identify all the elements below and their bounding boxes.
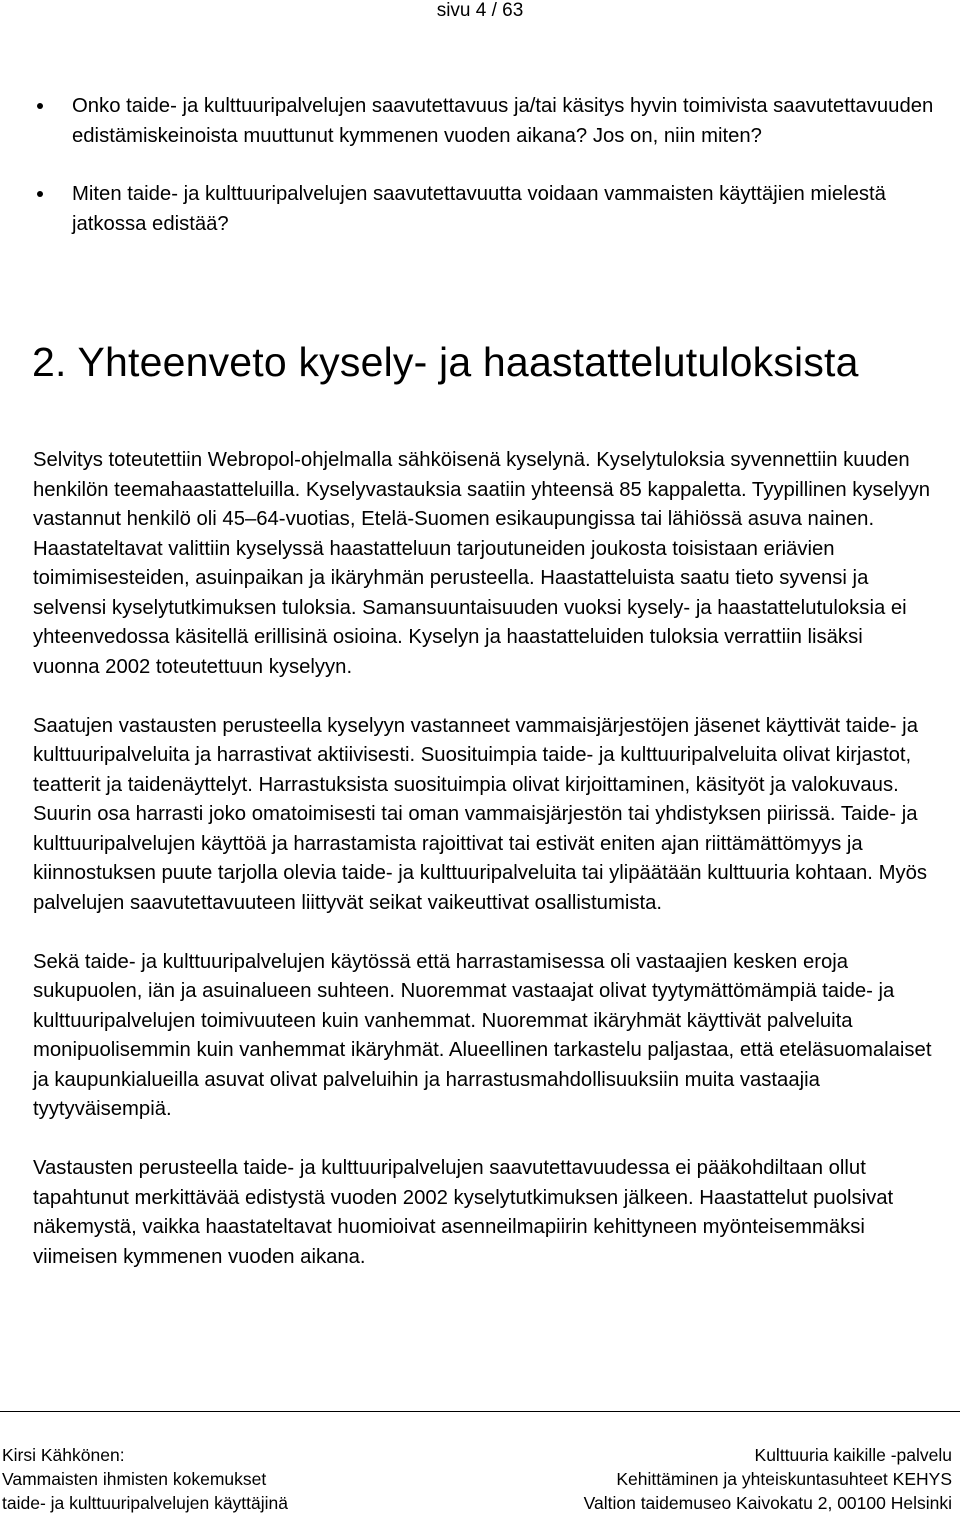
paragraph: Vastausten perusteella taide- ja kulttuuripalvelujen saavutettavuudessa ei pääkohdiltaan ollut tapahtunut merkittävää edistystä vuoden 2002 kyselytutkimuksen jälkeen. Haastattelut puolsivat näkemystä, vaikka haastateltavat huomioivat asenneilmapiirin kehittyneen myönteisemmäksi viimeisen kymmenen vuoden aikana. xyxy=(33,1157,894,1268)
list-item-text: Miten taide- ja kulttuuripalvelujen saavutettavuutta voidaan vammaisten käyttäjien mielestä jatkossa edistää? xyxy=(72,183,886,235)
footer-address: Valtion taidemuseo Kaivokatu 2, 00100 Helsinki xyxy=(583,1493,952,1513)
paragraph: Selvitys toteutettiin Webropol-ohjelmalla sähköisenä kyselynä. Kyselytuloksia syvennettiin kuuden henkilön teemahaastatteluilla. Kyselyvastauksia saatiin yhteensä 85 kappaletta. Tyypillinen kyselyyn vastannut henkilö oli 45–64-vuotias, Etelä-Suomen esikaupungissa tai lähiössä asuva nainen. Haastateltavat valittiin kyselyssä haastatteluun tarjoutuneiden joukosta toisistaan eriävien toimimisesteiden, asuinpaikan ja ikäryhmän perusteella. Haastatteluista saatu tieto syvensi ja selvensi kyselytutkimuksen tuloksia. Samansuuntaisuuden vuoksi kysely- ja haastattelutuloksia ei yhteenvedossa käsitellä erillisinä osioina. Kyselyn ja haastatteluiden tuloksia verrattiin lisäksi vuonna 2002 toteutettuun kyselyyn. xyxy=(33,449,931,678)
list-item xyxy=(34,92,934,151)
footer-author: Kirsi Kähkönen: xyxy=(2,1445,125,1465)
paragraph: Sekä taide- ja kulttuuripalvelujen käytössä että harrastamisessa oli vastaajien kesken eroja sukupuolen, iän ja asuinalueen suhteen. Nuoremmat vastaajat olivat tyytymättömämpiä taide- ja kulttuuripalvelujen toimivuuteen kuin vanhemmat. Nuoremmat ikäryhmät käyttivät palveluita monipuolisemmin kuin vanhemmat ikäryhmät. Alueellinen tarkastelu paljastaa, että eteläsuomalaiset ja kaupunkialueilla asuvat olivat palveluihin ja harrastusmahdollisuuksiin muita vastaajia tyytyväisempiä. xyxy=(33,950,932,1120)
section-heading: 2. Yhteenveto kysely- ja haastattelutuloksista xyxy=(32,339,859,385)
list-item-text: Onko taide- ja kulttuuripalvelujen saavutettavuus ja/tai käsitys hyvin toimivista saavutettavuuden edistämiskeinoista muuttunut kymmenen vuoden aikana? Jos on, niin miten? xyxy=(72,95,934,147)
list-item xyxy=(34,180,934,239)
footer-unit: Kehittäminen ja yhteiskuntasuhteet KEHYS xyxy=(616,1469,952,1489)
footer-divider xyxy=(0,1411,960,1412)
footer-title-line: Vammaisten ihmisten kokemukset xyxy=(2,1469,267,1489)
footer-publisher-block xyxy=(584,1443,952,1515)
bullet-icon xyxy=(37,191,43,197)
bullet-icon xyxy=(37,103,43,109)
page-number: sivu 4 / 63 xyxy=(436,0,524,21)
question-list xyxy=(34,92,934,268)
footer-title-line: taide- ja kulttuuripalvelujen käyttäjinä xyxy=(2,1493,288,1513)
footer-publisher: Kulttuuria kaikille -palvelu xyxy=(754,1445,952,1465)
footer-author-block xyxy=(2,1443,288,1515)
section-body xyxy=(33,446,933,1302)
paragraph: Saatujen vastausten perusteella kyselyyn vastanneet vammaisjärjestöjen jäsenet käyttivät taide- ja kulttuuripalveluita ja harrastivat aktiivisesti. Suosituimpia taide- ja kulttuuripalveluita olivat kirjastot, teatterit ja taidenäyttelyt. Harrastuksista suosituimpia olivat kirjoittaminen, käsityöt ja valokuvaus. Suurin osa harrasti joko omatoimisesti tai oman vammaisjärjestön tai yhdistyksen piirissä. Taide- ja kulttuuripalvelujen käyttöä ja harrastamista rajoittivat tai estivät eniten ajan riittämättömyys ja kiinnostuksen puute tarjolla olevia taide- ja kulttuuripalveluita tai ylipäätään kulttuuria kohtaan. Myös palvelujen saavutettavuuteen liittyvät seikat vaikeuttivat osallistumista. xyxy=(33,714,928,914)
